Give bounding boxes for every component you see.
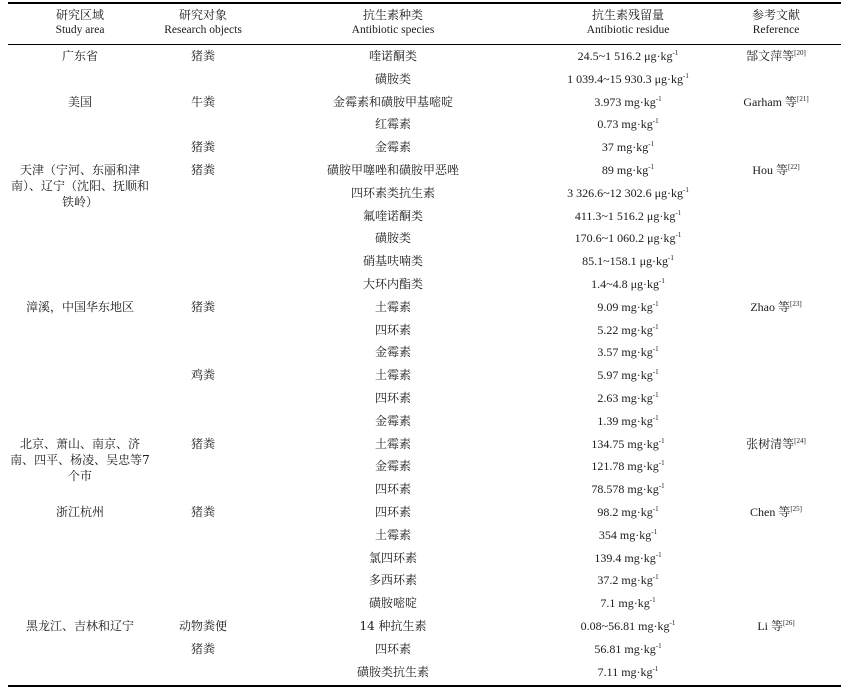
species-cell: 四环素 <box>374 505 412 519</box>
reference-citation-number: [26] <box>783 619 795 627</box>
species-cell: 磺胺类抗生素 <box>356 664 430 679</box>
species-cell: 四环素 <box>374 641 412 656</box>
header-research-objects-en: Research objects <box>164 24 242 36</box>
reference-citation-number: [23] <box>790 299 802 308</box>
reference-citation-number: [21] <box>796 94 809 103</box>
residue-unit-exponent: -1 <box>672 49 679 57</box>
species-cell: 喹诺酮类 <box>368 49 418 63</box>
residue-value: 170.6~1 060.2 μg·kg <box>574 231 676 246</box>
residue-cell <box>591 276 665 292</box>
header-rule <box>8 44 841 45</box>
study-area-cell: 天津（宁河、东丽和津南）、辽宁（沈阳、抚顺和铁岭） <box>10 163 149 209</box>
residue-cell <box>575 230 682 246</box>
species-cell: 金霉素 <box>374 140 412 155</box>
header-antibiotic-species <box>352 8 435 38</box>
species-cell: 多西环素 <box>368 573 418 588</box>
residue-cell <box>567 185 689 201</box>
species-cell: 土霉素 <box>374 299 412 314</box>
residue-cell <box>600 595 655 611</box>
reference-citation-number: [20] <box>794 49 806 57</box>
residue-unit-exponent: -1 <box>652 413 659 422</box>
residue-unit-exponent: -1 <box>675 231 682 240</box>
residue-value: 139.4 mg·kg <box>594 550 656 565</box>
research-object-cell: 猪粪 <box>190 140 216 155</box>
residue-cell <box>594 94 661 110</box>
research-object-cell: 猪粪 <box>190 436 216 451</box>
reference-cell <box>757 618 794 634</box>
residue-unit-exponent: -1 <box>648 140 655 149</box>
residue-unit-exponent: -1 <box>652 505 659 513</box>
reference-author: Hou 等 <box>752 163 788 177</box>
study-area-cell: 浙江杭州 <box>55 505 104 519</box>
residue-cell <box>594 641 661 657</box>
header-reference-en: Reference <box>752 24 800 36</box>
residue-cell <box>597 390 658 406</box>
species-cell: 磺胺嘧啶 <box>368 596 418 611</box>
residue-cell <box>597 299 658 315</box>
reference-author: Zhao 等 <box>750 299 790 314</box>
residue-cell <box>582 253 674 269</box>
residue-value: 89 mg·kg <box>601 163 649 177</box>
study-area-cell: 黑龙江、吉林和辽宁 <box>25 619 134 633</box>
residue-unit-exponent: -1 <box>652 664 659 673</box>
research-object-cell: 猪粪 <box>190 505 216 519</box>
residue-value: 24.5~1 516.2 μg·kg <box>577 49 673 63</box>
residue-value: 134.75 mg·kg <box>591 436 659 451</box>
residue-value: 0.73 mg·kg <box>597 117 653 132</box>
species-cell: 金霉素 <box>374 345 412 360</box>
residue-value: 3.57 mg·kg <box>597 345 653 360</box>
residue-cell <box>575 208 681 224</box>
residue-unit-exponent: -1 <box>675 208 682 217</box>
header-antibiotic-residue-zh: 抗生素残留量 <box>591 8 664 22</box>
residue-unit-exponent: -1 <box>652 573 659 582</box>
residue-value: 56.81 mg·kg <box>594 641 656 656</box>
species-cell: 氟喹诺酮类 <box>362 208 424 223</box>
residue-cell <box>591 458 664 474</box>
residue-unit-exponent: -1 <box>652 368 659 377</box>
research-object-cell: 猪粪 <box>190 641 216 656</box>
residue-cell <box>597 572 658 588</box>
residue-cell <box>602 139 654 155</box>
residue-value: 1.4~4.8 μg·kg <box>591 277 660 291</box>
species-cell: 四环素类抗生素 <box>350 185 436 200</box>
residue-value: 9.09 mg·kg <box>597 299 653 314</box>
residue-cell <box>597 116 658 132</box>
residue-value: 5.22 mg·kg <box>597 322 653 337</box>
residue-value: 78.578 mg·kg <box>591 482 659 497</box>
species-cell: 金霉素 <box>374 413 412 428</box>
reference-cell <box>743 94 808 110</box>
residue-cell <box>567 71 689 87</box>
header-research-objects-zh: 研究对象 <box>178 8 227 22</box>
residue-unit-exponent: -1 <box>668 254 674 263</box>
residue-cell <box>591 481 664 497</box>
reference-cell <box>750 504 802 520</box>
residue-value: 85.1~158.1 μg·kg <box>582 254 669 269</box>
residue-cell <box>597 504 658 520</box>
species-cell: 土霉素 <box>374 527 412 542</box>
species-cell: 四环素 <box>374 482 412 497</box>
residue-unit-exponent: -1 <box>652 345 659 354</box>
residue-value: 121.78 mg·kg <box>591 459 659 474</box>
residue-unit-exponent: -1 <box>658 459 665 468</box>
reference-author: Garham 等 <box>743 94 797 109</box>
residue-cell <box>578 48 679 64</box>
residue-cell <box>597 322 658 338</box>
study-area-cell: 北京、萧山、南京、济南、四平、杨凌、吴忠等7个市 <box>10 436 150 483</box>
header-reference <box>752 8 800 38</box>
header-antibiotic-residue <box>587 8 670 38</box>
residue-unit-exponent: -1 <box>658 436 665 445</box>
study-area-cell: 美国 <box>67 94 92 109</box>
research-object-cell: 猪粪 <box>190 49 216 63</box>
residue-unit-exponent: -1 <box>655 550 662 559</box>
residue-value: 5.97 mg·kg <box>597 368 653 383</box>
residue-value: 411.3~1 516.2 μg·kg <box>574 208 676 223</box>
header-study-area-zh: 研究区域 <box>55 8 105 22</box>
residue-unit-exponent: -1 <box>658 482 665 491</box>
header-antibiotic-residue-en: Antibiotic residue <box>586 24 670 36</box>
residue-unit-exponent: -1 <box>659 277 665 285</box>
residue-unit-exponent: -1 <box>655 641 662 650</box>
reference-cell <box>746 48 806 64</box>
residue-cell <box>597 367 658 383</box>
residue-cell <box>597 413 658 429</box>
residue-cell <box>602 162 654 178</box>
study-area-cell: 漳溪，中国华东地区 <box>25 299 134 314</box>
residue-unit-exponent: -1 <box>651 527 658 536</box>
species-cell: 土霉素 <box>374 436 412 451</box>
top-rule <box>8 2 841 4</box>
species-cell: 四环素 <box>374 391 412 405</box>
reference-citation-number: [24] <box>794 436 806 445</box>
residue-unit-exponent: -1 <box>669 619 676 627</box>
residue-value: 3.973 mg·kg <box>594 94 656 109</box>
residue-unit-exponent: -1 <box>683 185 689 194</box>
species-cell: 土霉素 <box>374 368 412 383</box>
research-object-cell: 猪粪 <box>190 299 216 314</box>
header-reference-zh: 参考文献 <box>751 8 801 22</box>
species-cell: 硝基呋喃类 <box>362 254 424 269</box>
reference-author: 郜文萍等 <box>746 49 795 63</box>
research-object-cell: 动物粪便 <box>178 619 228 633</box>
header-study-area-en: Study area <box>55 24 105 36</box>
reference-author: Chen 等 <box>749 505 791 519</box>
residue-cell <box>594 550 661 566</box>
residue-unit-exponent: -1 <box>652 322 659 331</box>
residue-value: 98.2 mg·kg <box>597 505 653 519</box>
bottom-rule <box>8 685 841 687</box>
residue-value: 7.11 mg·kg <box>597 664 653 679</box>
residue-cell <box>598 664 659 680</box>
species-cell: 磺胺类 <box>374 231 412 246</box>
residue-cell <box>597 344 658 360</box>
residue-value: 1 039.4~15 930.3 μg·kg <box>567 71 684 86</box>
residue-unit-exponent: -1 <box>652 391 659 399</box>
reference-citation-number: [25] <box>790 505 803 513</box>
species-cell: 金霉素 <box>374 459 412 474</box>
residue-value: 1.39 mg·kg <box>597 413 653 428</box>
residue-value: 7.1 mg·kg <box>600 596 650 611</box>
residue-unit-exponent: -1 <box>683 71 689 80</box>
residue-value: 354 mg·kg <box>598 527 652 542</box>
species-cell: 磺胺甲噻唑和磺胺甲恶唑 <box>326 163 460 177</box>
residue-unit-exponent: -1 <box>649 596 656 605</box>
research-object-cell: 鸡粪 <box>190 368 216 383</box>
header-study-area <box>56 8 105 38</box>
residue-cell <box>581 618 676 634</box>
species-cell: 大环内酯类 <box>362 277 424 291</box>
reference-cell <box>746 436 806 452</box>
reference-cell <box>752 162 799 178</box>
residue-unit-exponent: -1 <box>655 94 662 103</box>
research-object-cell: 牛粪 <box>190 94 216 109</box>
residue-unit-exponent: -1 <box>648 163 655 171</box>
species-cell: 红霉素 <box>374 117 412 132</box>
study-area-cell: 广东省 <box>61 49 98 63</box>
residue-unit-exponent: -1 <box>652 117 659 126</box>
species-cell: 磺胺类 <box>374 71 412 86</box>
residue-value: 2.63 mg·kg <box>597 391 653 405</box>
residue-value: 3 326.6~12 302.6 μg·kg <box>567 185 684 200</box>
residue-value: 37.2 mg·kg <box>597 573 653 588</box>
species-cell: 14 种抗生素 <box>359 619 427 633</box>
residue-cell <box>599 527 657 543</box>
header-antibiotic-species-en: Antibiotic species <box>351 24 435 36</box>
species-cell: 金霉素和磺胺甲基嘧啶 <box>332 94 454 109</box>
reference-cell <box>750 299 801 315</box>
species-cell: 四环素 <box>374 322 412 337</box>
header-antibiotic-species-zh: 抗生素种类 <box>362 8 423 22</box>
research-object-cell: 猪粪 <box>190 163 216 177</box>
reference-author: Li 等 <box>757 619 783 633</box>
residue-unit-exponent: -1 <box>652 299 659 308</box>
residue-cell <box>591 436 664 452</box>
residue-value: 37 mg·kg <box>601 140 649 155</box>
reference-author: 张树清等 <box>746 436 795 451</box>
species-cell: 氯四环素 <box>368 550 418 565</box>
reference-citation-number: [22] <box>788 163 800 171</box>
residue-value: 0.08~56.81 mg·kg <box>580 619 670 633</box>
header-research-objects <box>164 8 242 38</box>
